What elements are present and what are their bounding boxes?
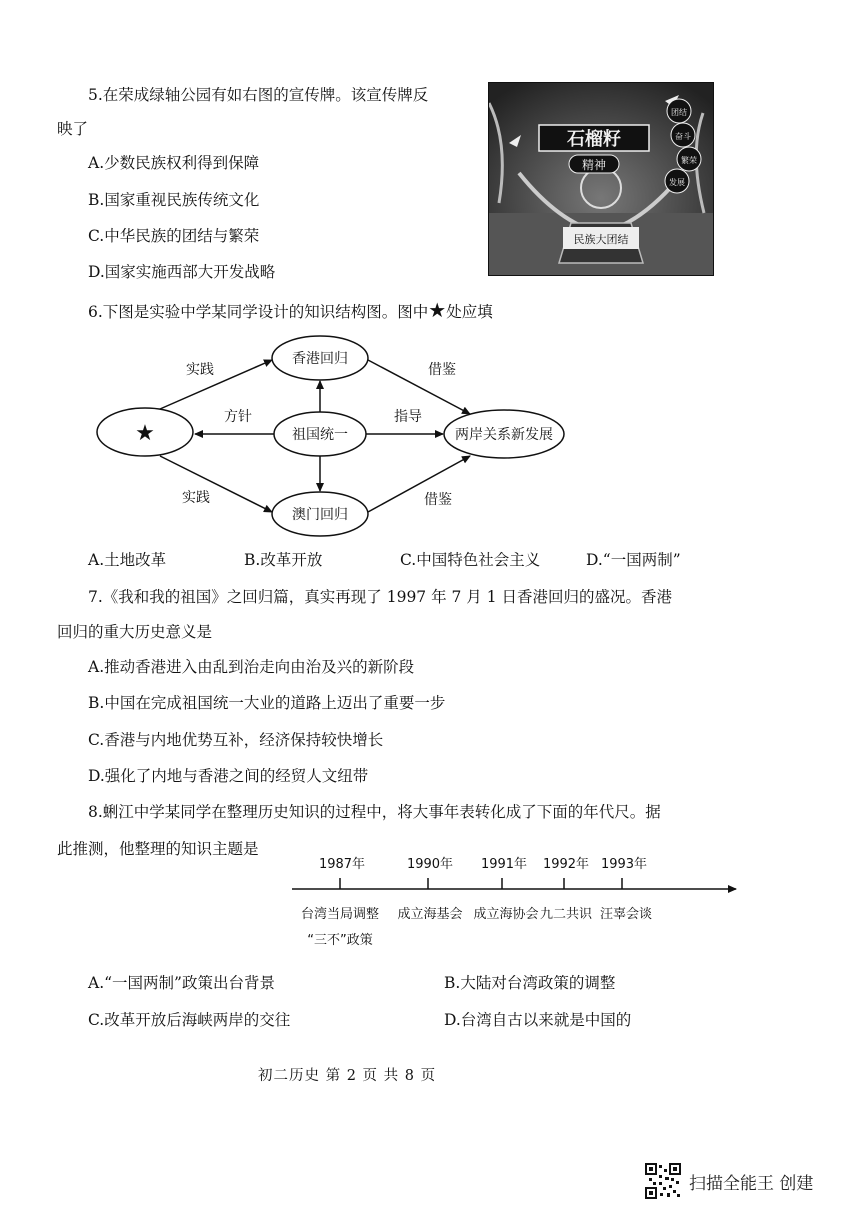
page-footer: 初二历史 第 2 页 共 8 页: [258, 1068, 437, 1084]
label-ref-bottom: 借鉴: [424, 492, 452, 508]
year-1993: 1993年: [600, 857, 648, 872]
photo-bubble-2: 奋斗: [675, 132, 691, 141]
star-icon: ★: [428, 298, 447, 322]
photo-base-text: 民族大团结: [573, 233, 629, 246]
q5-option-a: A.少数民族权利得到保障: [88, 154, 260, 172]
propaganda-board-photo: [488, 82, 714, 276]
label-practice-bottom: 实践: [182, 490, 210, 506]
q7-stem-line1: 7.《我和我的祖国》之回归篇，真实再现了 1997 年 7 月 1 日香港回归的盛况。香港: [88, 588, 673, 606]
label-ref-top: 借鉴: [428, 362, 456, 378]
q6-option-c: C.中国特色社会主义: [400, 551, 541, 569]
arrow-practice-top: [160, 360, 272, 409]
q5-stem-line2: 映了: [57, 120, 89, 138]
q6-stem-text: 6.下图是实验中学某同学设计的知识结构图。图中: [88, 303, 429, 321]
q6-stem-tail: 处应填: [446, 303, 493, 321]
q8-stem-line1: 8.蜊江中学某同学在整理历史知识的过程中，将大事年表转化成了下面的年代尺。据: [88, 803, 661, 821]
scanner-watermark: [645, 1163, 813, 1199]
q6-option-a: A.土地改革: [88, 551, 167, 569]
photo-bubble-3: 繁荣: [681, 156, 697, 165]
q7-stem-line2: 回归的重大历史意义是: [57, 623, 213, 641]
star-symbol: ★: [135, 421, 155, 446]
q8-stem-line2: 此推测，他整理的知识主题是: [57, 840, 259, 858]
label-guide: 指导: [394, 409, 422, 425]
photo-bubble-1: 团结: [671, 108, 687, 117]
label-practice-top: 实践: [186, 362, 214, 378]
brand-text: 扫描全能王 创建: [689, 1173, 814, 1194]
event-1987: 台湾当局调整: [300, 907, 380, 922]
photo-title: 石榴籽: [567, 129, 621, 150]
arrow-ref-bottom: [368, 456, 470, 512]
q8-option-c: C.改革开放后海峡两岸的交往: [88, 1011, 291, 1029]
photo-subtitle: 精神: [581, 158, 607, 172]
cross-strait-label: 两岸关系新发展: [455, 427, 553, 443]
q7-option-b: B.中国在完成祖国统一大业的道路上迈出了重要一步: [88, 694, 446, 712]
label-policy: 方针: [224, 409, 252, 425]
event-1990: 成立海基会: [397, 907, 463, 922]
year-1990: 1990年: [406, 857, 454, 872]
hongkong-label: 香港回归: [292, 351, 348, 367]
q6-option-b: B.改革开放: [244, 551, 323, 569]
q5-stem-line1: 5.在荣成绿轴公园有如右图的宣传牌。该宣传牌反: [88, 86, 429, 104]
q5-option-c: C.中华民族的团结与繁荣: [88, 227, 260, 245]
event-1992: 九二共识: [539, 907, 593, 922]
q7-option-d: D.强化了内地与香港之间的经贸人文纽带: [88, 767, 369, 785]
q5-option-d: D.国家实施西部大开发战略: [88, 263, 276, 281]
q6-stem: [88, 299, 493, 323]
q8-option-b: B.大陆对台湾政策的调整: [444, 974, 616, 992]
q8-option-d: D.台湾自古以来就是中国的: [444, 1011, 632, 1029]
timeline: [280, 848, 750, 956]
q8-option-a: A.“一国两制”政策出台背景: [88, 974, 275, 992]
event-1993: 汪辜会谈: [599, 907, 653, 922]
q6-option-d: D.“一国两制”: [586, 551, 681, 569]
year-1992: 1992年: [542, 857, 590, 872]
qr-code-icon: [645, 1163, 681, 1199]
q5-option-b: B.国家重视民族传统文化: [88, 191, 260, 209]
year-1991: 1991年: [480, 857, 528, 872]
photo-bubble-4: 发展: [669, 178, 685, 187]
event-1987-line2: “三不”政策: [307, 933, 373, 948]
event-1991: 成立海协会: [473, 907, 539, 922]
arrow-practice-bottom: [160, 456, 272, 512]
year-1987: 1987年: [318, 857, 366, 872]
knowledge-structure-diagram: [0, 330, 860, 545]
macao-label: 澳门回归: [292, 507, 348, 523]
center-label: 祖国统一: [292, 427, 348, 443]
q7-option-c: C.香港与内地优势互补，经济保持较快增长: [88, 731, 384, 749]
q7-option-a: A.推动香港进入由乱到治走向由治及兴的新阶段: [88, 658, 415, 676]
